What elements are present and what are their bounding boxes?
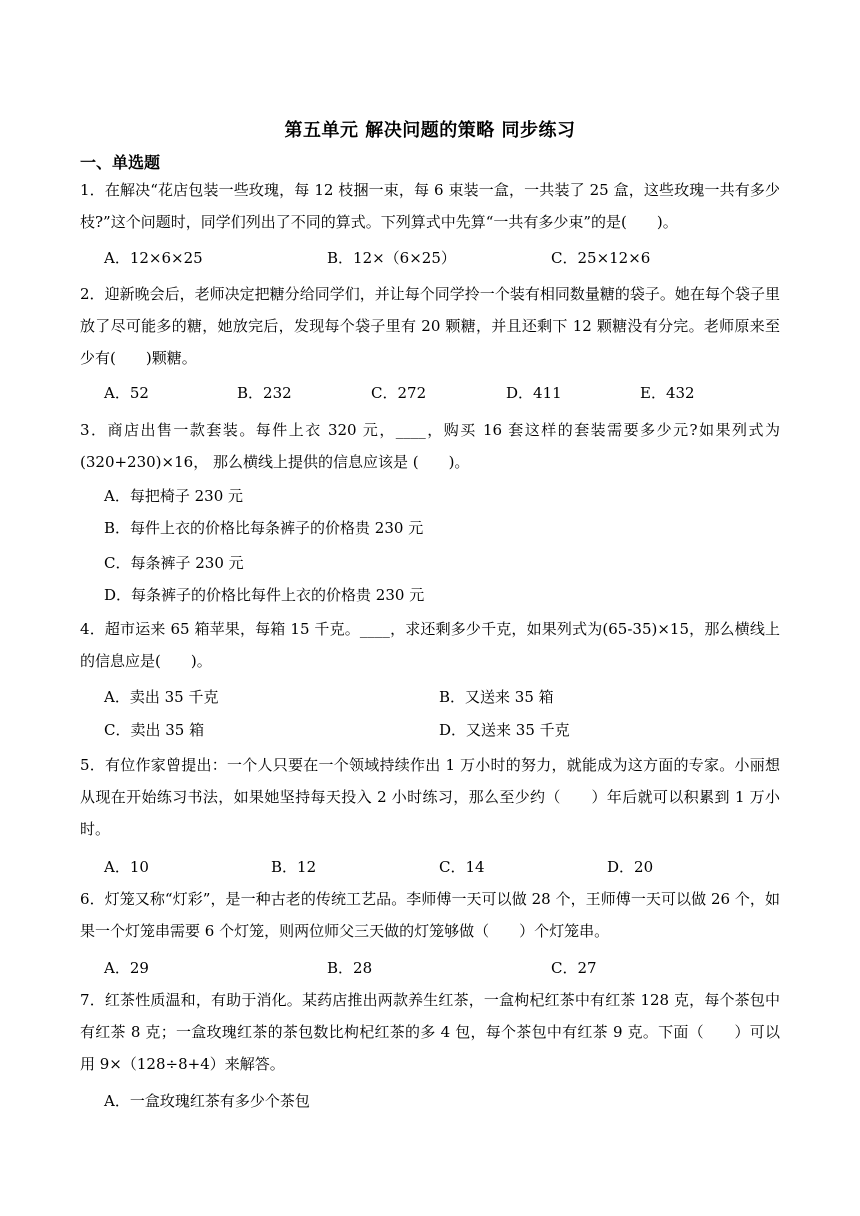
q1-option-a[interactable]: A．12×6×25 — [104, 249, 203, 267]
question-5: 5．有位作家曾提出：一个人只要在一个领域持续作出 1 万小时的努力，就能成为这方面的专家。小丽想从现在开始练习书法，如果她坚持每天投入 2 小时练习，那么至少约（ ）年后就可以积累到 1 万小时。 — [80, 756, 780, 838]
question-1: 1．在解决“花店包装一些玫瑰，每 12 枝捆一束，每 6 束装一盒，一共装了 25 盒，这些玫瑰一共有多少枝?”这个问题时，同学们列出了不同的算式。下列算式中先算“一共有多少束”的是( )。 — [80, 181, 780, 231]
q3-option-b[interactable]: B．每件上衣的价格比每条裤子的价格贵 230 元 — [104, 519, 424, 537]
q3-option-d[interactable]: D．每条裤子的价格比每件上衣的价格贵 230 元 — [104, 586, 425, 604]
question-4: 4．超市运来 65 箱苹果，每箱 15 千克。____，求还剩多少千克，如果列式为(65-35)×15，那么横线上的信息应是( )。 — [80, 620, 780, 670]
q5-option-b[interactable]: B．12 — [271, 858, 317, 876]
q2-option-b[interactable]: B．232 — [237, 384, 292, 402]
q4-option-a[interactable]: A．卖出 35 千克 — [104, 688, 219, 706]
q2-option-a[interactable]: A．52 — [104, 384, 149, 402]
q1-option-b[interactable]: B．12×（6×25） — [327, 249, 456, 267]
q2-option-d[interactable]: D．411 — [506, 384, 562, 402]
q4-option-b[interactable]: B．又送来 35 箱 — [439, 688, 554, 706]
question-3: 3．商店出售一款套装。每件上衣 320 元，____，购买 16 套这样的套装需要多少元?如果列式为(320+230)×16， 那么横线上提供的信息应该是 ( )。 — [80, 421, 780, 471]
q6-option-a[interactable]: A．29 — [104, 959, 149, 977]
q3-option-a[interactable]: A．每把椅子 230 元 — [104, 487, 243, 505]
q7-option-a[interactable]: A．一盒玫瑰红茶有多少个茶包 — [104, 1092, 310, 1110]
q5-option-d[interactable]: D．20 — [607, 858, 654, 876]
page-title: 第五单元 解决问题的策略 同步练习 — [284, 120, 576, 141]
q4-option-d[interactable]: D．又送来 35 千克 — [439, 721, 570, 739]
q3-option-c[interactable]: C．每条裤子 230 元 — [104, 554, 244, 572]
q2-option-c[interactable]: C．272 — [371, 384, 427, 402]
question-2: 2．迎新晚会后，老师决定把糖分给同学们，并让每个同学拎一个装有相同数量糖的袋子。她在每个袋子里放了尽可能多的糖，她放完后，发现每个袋子里有 20 颗糖，并且还剩下 12 颗糖没有分完。老师原来至少有( )颗糖。 — [80, 285, 780, 367]
q2-option-e[interactable]: E．432 — [640, 384, 695, 402]
question-7: 7．红茶性质温和，有助于消化。某药店推出两款养生红茶，一盒枸杞红茶中有红茶 128 克，每个茶包中有红茶 8 克；一盒玫瑰红茶的茶包数比枸杞红茶的多 4 包，每个茶包中有红茶 9 克。下面（ ）可以用 9×（128÷8+4）来解答。 — [80, 991, 780, 1073]
q1-option-c[interactable]: C．25×12×6 — [551, 249, 651, 267]
q5-option-c[interactable]: C．14 — [439, 858, 485, 876]
q4-option-c[interactable]: C．卖出 35 箱 — [104, 721, 205, 739]
q6-option-c[interactable]: C．27 — [551, 959, 597, 977]
q6-option-b[interactable]: B．28 — [327, 959, 373, 977]
q5-option-a[interactable]: A．10 — [104, 858, 149, 876]
question-6: 6．灯笼又称“灯彩”，是一种古老的传统工艺品。李师傅一天可以做 28 个，王师傅一天可以做 26 个，如果一个灯笼串需要 6 个灯笼，则两位师父三天做的灯笼够做（ ）个灯笼串。 — [80, 890, 780, 940]
section-heading: 一、单选题 — [80, 153, 161, 172]
